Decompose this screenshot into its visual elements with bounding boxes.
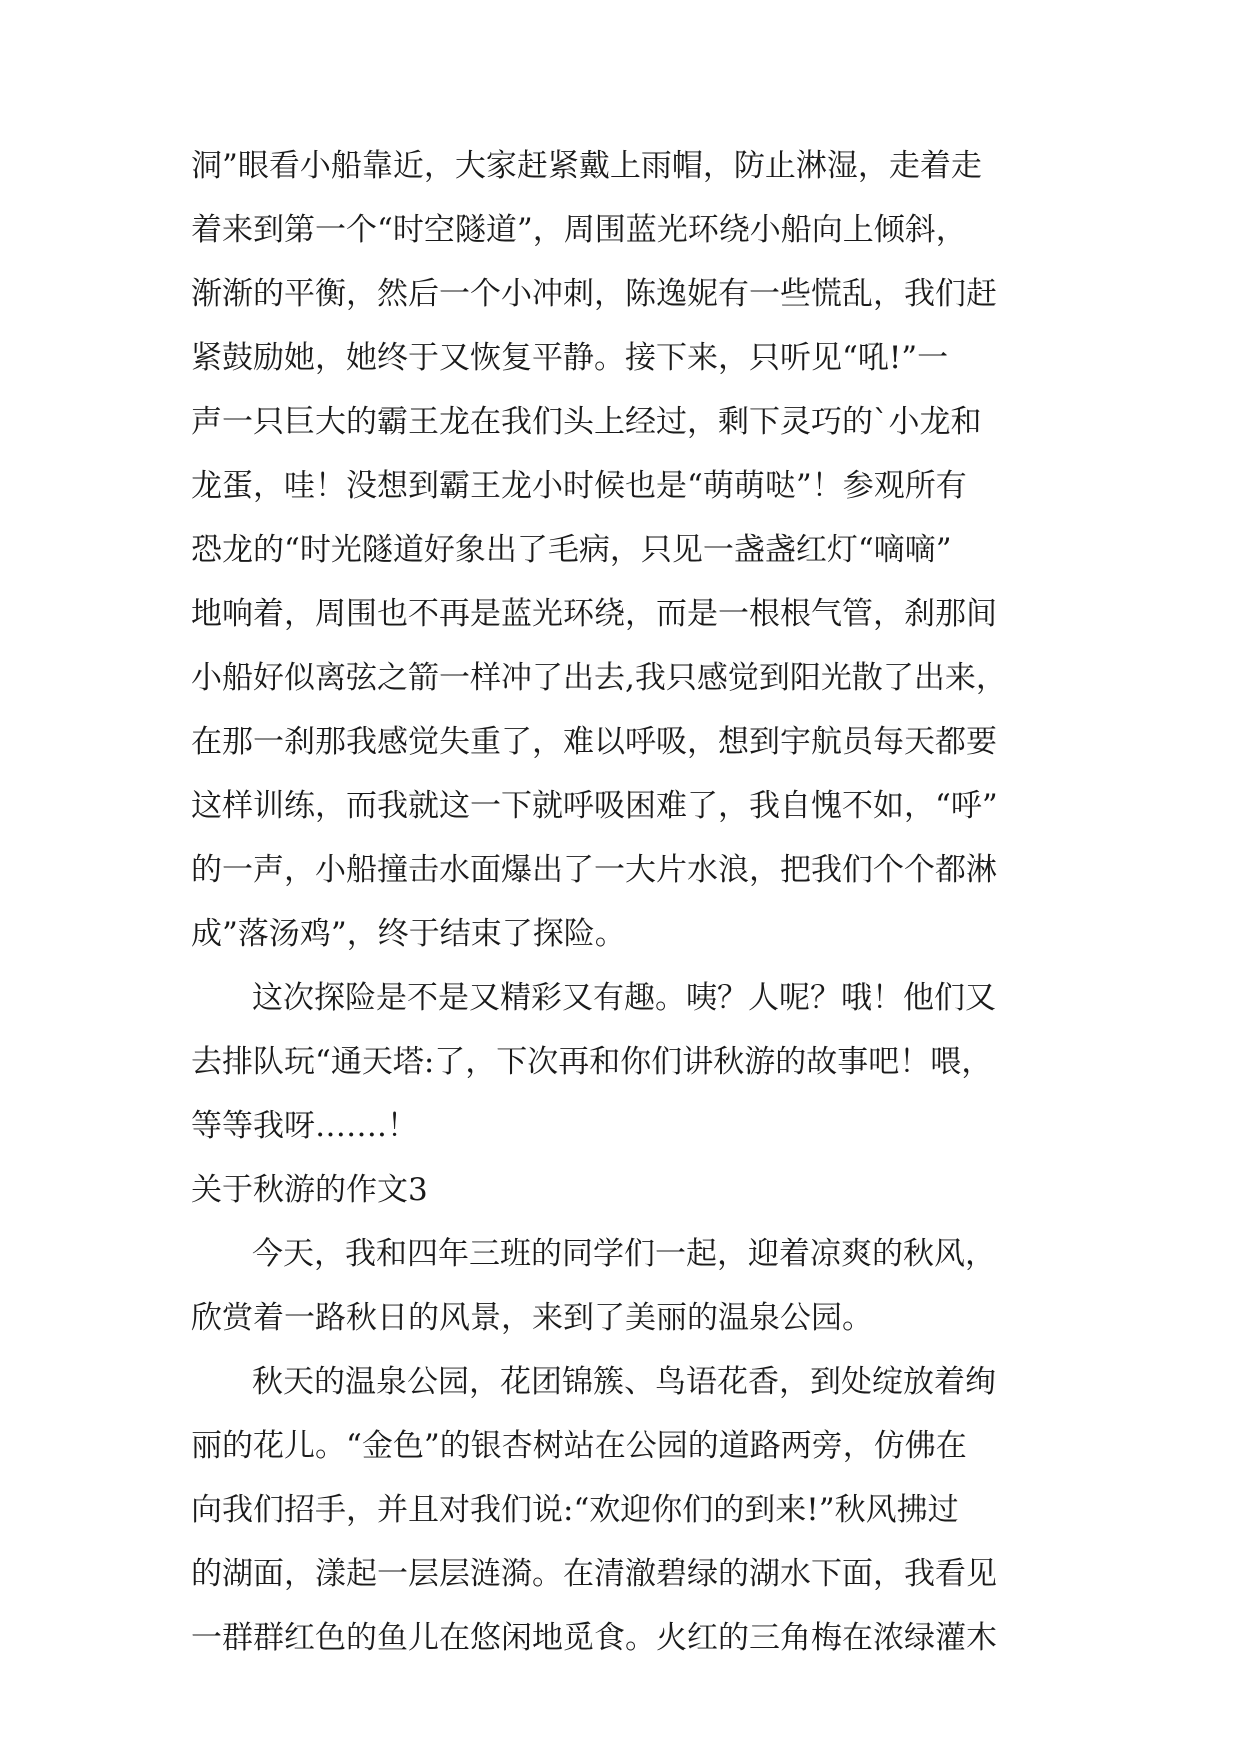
text-line: 成”落汤鸡”，终于结束了探险。 <box>191 916 626 952</box>
text-line: 紧鼓励她，她终于又恢复平静。接下来，只听见“吼!”一 <box>191 340 949 376</box>
text-line: 的一声，小船撞击水面爆出了一大片水浪，把我们个个都淋 <box>191 852 997 888</box>
paragraph-start: 秋天的温泉公园，花团锦簇、鸟语花香，到处绽放着绚 <box>252 1364 996 1400</box>
text-line: 等等我呀…….！ <box>191 1108 418 1144</box>
text-line: 一群群红色的鱼儿在悠闲地觅食。火红的三角梅在浓绿灌木 <box>191 1620 997 1656</box>
text-line: 这样训练，而我就这一下就呼吸困难了，我自愧不如，“呼” <box>191 788 998 824</box>
text-line: 丽的花儿。“金色”的银杏树站在公园的道路两旁，仿佛在 <box>191 1428 967 1464</box>
paragraph-start: 这次探险是不是又精彩又有趣。咦？人呢？哦！他们又 <box>252 980 996 1016</box>
text-line: 去排队玩“通天塔:了，下次再和你们讲秋游的故事吧！喂， <box>191 1044 993 1080</box>
section-heading: 关于秋游的作文3 <box>191 1172 428 1208</box>
text-line: 地响着，周围也不再是蓝光环绕，而是一根根气管，刹那间 <box>191 596 997 632</box>
text-line: 渐渐的平衡，然后一个小冲刺，陈逸妮有一些慌乱，我们赶 <box>191 276 997 312</box>
text-line: 欣赏着一路秋日的风景，来到了美丽的温泉公园。 <box>191 1300 873 1336</box>
text-line: 着来到第一个“时空隧道”，周围蓝光环绕小船向上倾斜， <box>191 212 967 248</box>
text-line: 在那一刹那我感觉失重了，难以呼吸，想到宇航员每天都要 <box>191 724 997 760</box>
text-line: 恐龙的“时光隧道好象出了毛病，只见一盏盏红灯“嘀嘀” <box>191 532 952 568</box>
text-line: 洞”眼看小船靠近，大家赶紧戴上雨帽，防止淋湿，走着走 <box>191 148 982 184</box>
text-line: 向我们招手，并且对我们说:“欢迎你们的到来!”秋风拂过 <box>191 1492 959 1528</box>
text-line: 小船好似离弦之箭一样冲了出去,我只感觉到阳光散了出来， <box>191 660 1007 696</box>
text-line: 龙蛋，哇！没想到霸王龙小时候也是“萌萌哒”！参观所有 <box>191 468 967 504</box>
paragraph-start: 今天，我和四年三班的同学们一起，迎着凉爽的秋风， <box>252 1236 996 1272</box>
text-line: 的湖面，漾起一层层涟漪。在清澈碧绿的湖水下面，我看见 <box>191 1556 997 1592</box>
text-line: 声一只巨大的霸王龙在我们头上经过，剩下灵巧的`小龙和 <box>191 404 982 440</box>
